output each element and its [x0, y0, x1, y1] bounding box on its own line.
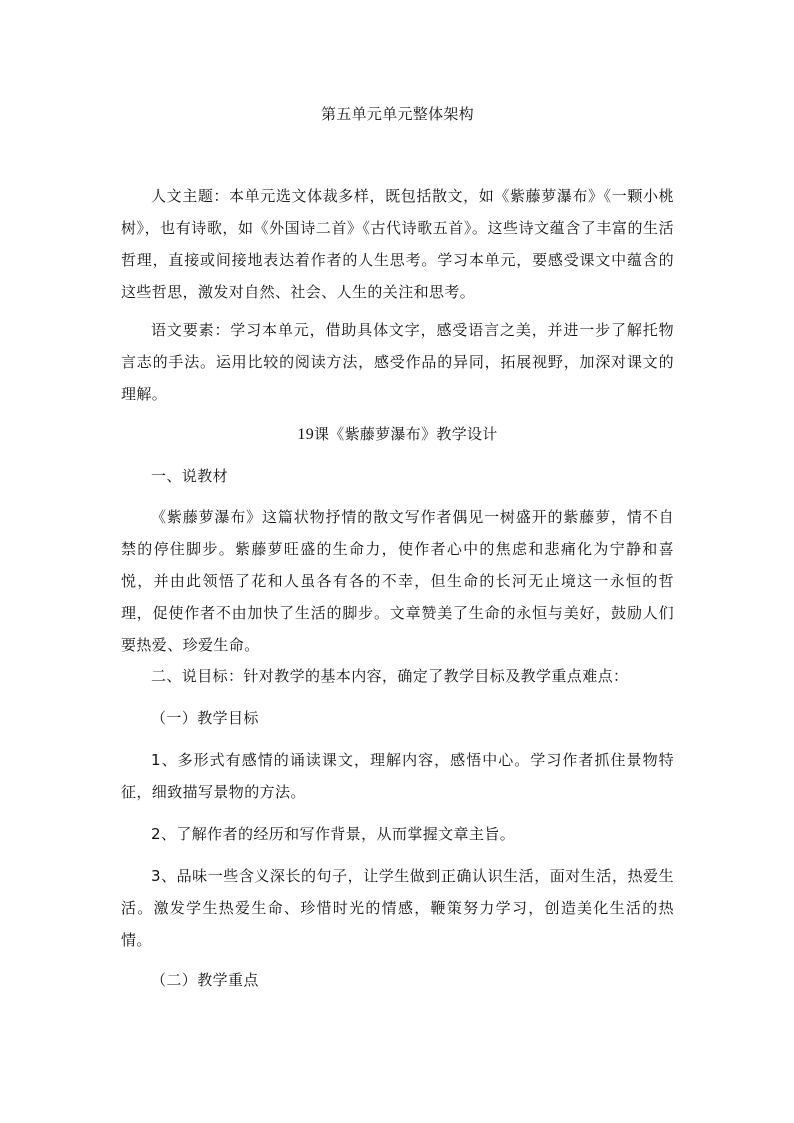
goal-item-3: 3、品味一些含义深长的句子，让学生做到正确认识生活，面对生活，热爱生活。激发学生热爱生命、珍惜时光的情感，鞭策努力学习，创造美化生活的热情。	[121, 867, 674, 949]
lesson-title: 课《紫藤萝瀑布》教学设计	[314, 425, 498, 443]
subheading-key-points: （二）教学重点	[151, 971, 259, 989]
textbook-analysis-paragraph: 《紫藤萝瀑布》这篇状物抒情的散文写作者偶见一树盛开的紫藤萝，情不自禁的停住脚步。紫藤萝旺盛的生命力，使作者心中的焦虑和悲痛化为宁静和喜悦，并由此领悟了花和人虽各有各的不幸，但生命的长河无止境这一永恒的哲理，促使作者不由加快了生活的脚步。文章赞美了生命的永恒与美好，鼓励人们要热爱、珍爱生命。	[121, 508, 674, 654]
humanities-theme-paragraph: 人文主题：本单元选文体裁多样，既包括散文，如《紫藤萝瀑布》《一颗小桃树》，也有诗歌，如《外国诗二首》《古代诗歌五首》。这些诗文蕴含了丰富的生活哲理，直接或间接地表达着作者的人生思考。学习本单元，要感受课文中蕴含的这些哲思，激发对自然、社会、人生的关注和思考。	[121, 187, 674, 301]
subheading-teaching-goals: （一）教学目标	[151, 709, 259, 727]
section-heading-objectives: 二、说目标：针对教学的基本内容，确定了教学目标及教学重点难点：	[151, 667, 629, 685]
goal-item-2: 2、了解作者的经历和写作背景，从而掌握文章主旨。	[151, 825, 516, 843]
language-elements-paragraph: 语文要素：学习本单元，借助具体文字，感受语言之美，并进一步了解托物言志的手法。运用比较的阅读方法，感受作品的异同，拓展视野，加深对课文的理解。	[121, 321, 674, 403]
goal-item-1: 1、多形式有感情的诵读课文，理解内容，感悟中心。学习作者抓住景物特征，细致描写景物的方法。	[121, 751, 674, 801]
lesson-heading	[121, 418, 674, 451]
section-heading-textbook: 一、说教材	[151, 467, 229, 485]
lesson-number: 19	[297, 426, 314, 443]
page-title: 第五单元单元整体架构	[320, 105, 474, 123]
